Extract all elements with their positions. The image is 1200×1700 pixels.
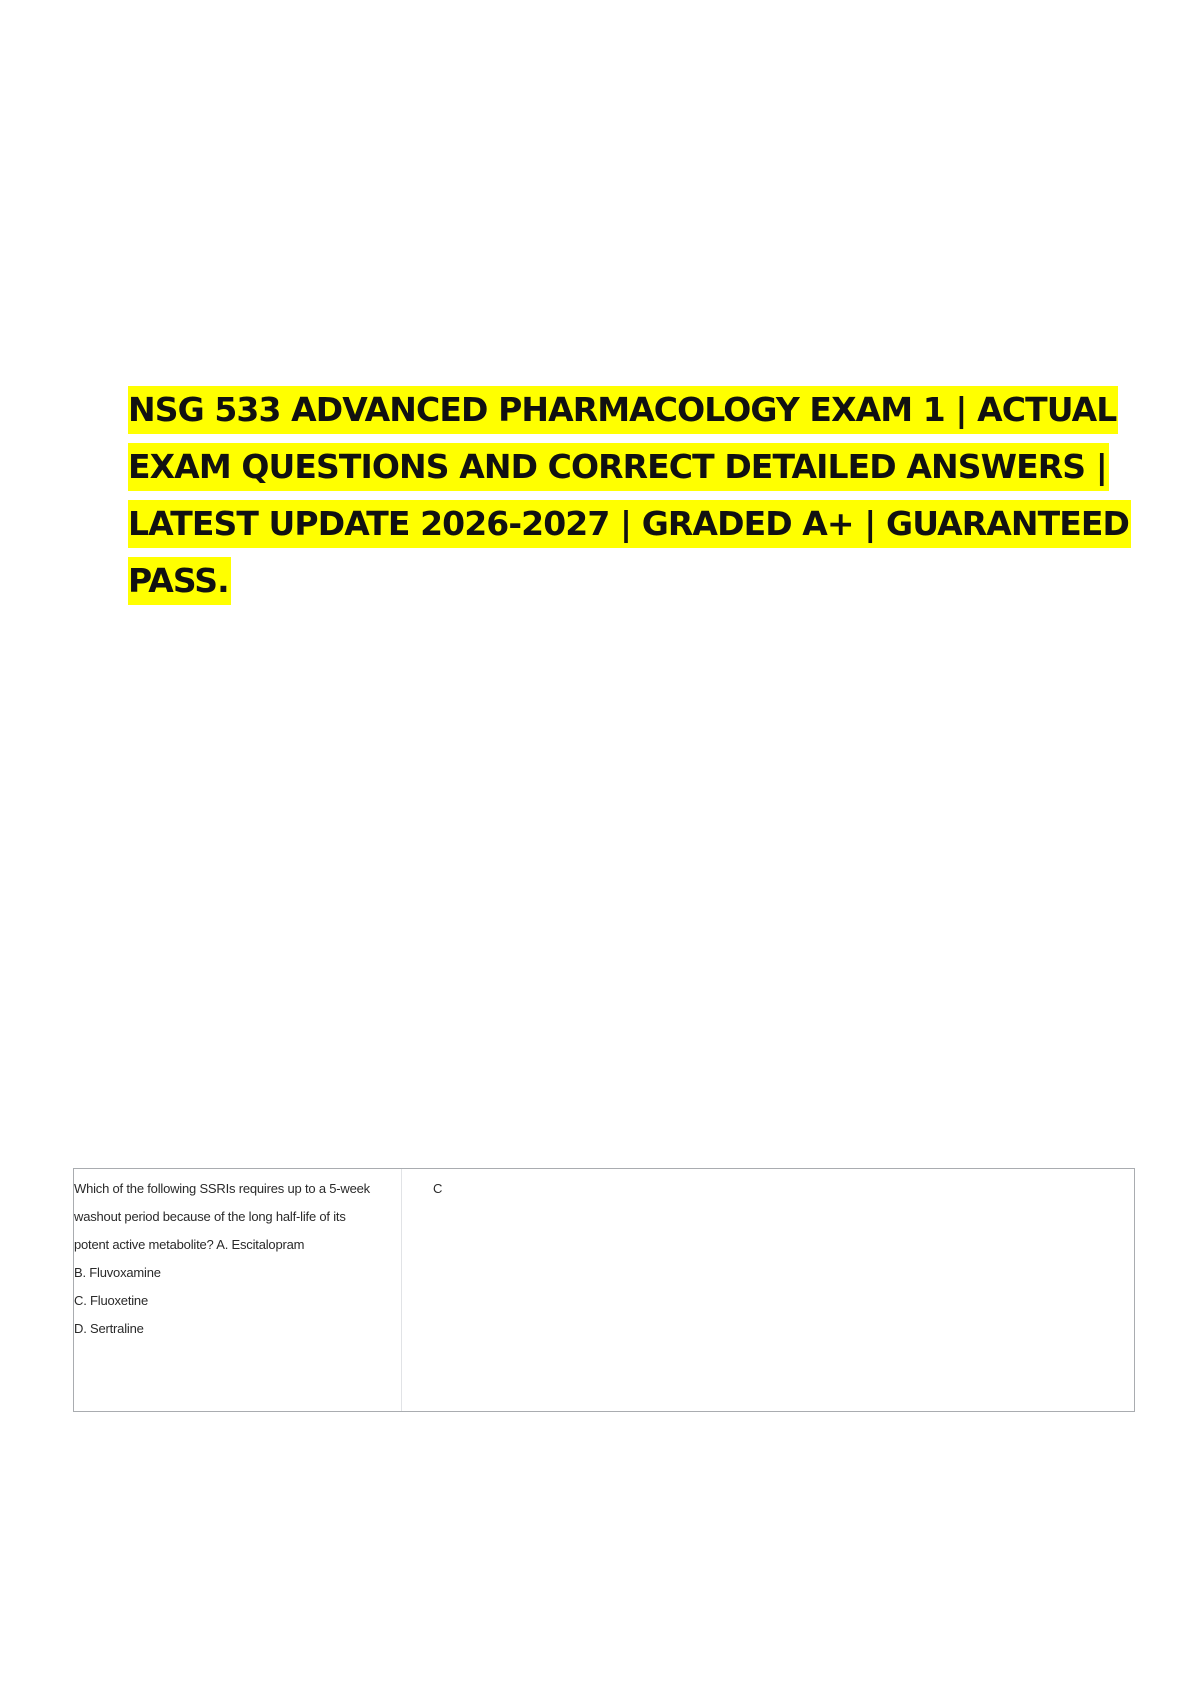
title-line-3: LATEST UPDATE 2026-2027 | GRADED A+ | GUARANTEED xyxy=(128,500,1131,548)
answer-text: C xyxy=(433,1181,443,1196)
question-option-d: D. Sertraline xyxy=(74,1321,144,1336)
title-line-4: PASS. xyxy=(128,557,231,605)
question-answer-table xyxy=(73,1168,1135,1412)
title-line-2: EXAM QUESTIONS AND CORRECT DETAILED ANSWERS | xyxy=(128,443,1109,491)
title-line-1: NSG 533 ADVANCED PHARMACOLOGY EXAM 1 | ACTUAL xyxy=(128,386,1118,434)
answer-cell xyxy=(402,1169,1134,1417)
question-cell xyxy=(74,1169,402,1411)
question-text: Which of the following SSRIs requires up to a 5-week washout period because of the long half-life of its potent active metabolite? A. Escitalopram xyxy=(74,1181,370,1252)
document-title xyxy=(128,386,1129,614)
question-option-c: C. Fluoxetine xyxy=(74,1293,148,1308)
question-option-b: B. Fluvoxamine xyxy=(74,1265,161,1280)
